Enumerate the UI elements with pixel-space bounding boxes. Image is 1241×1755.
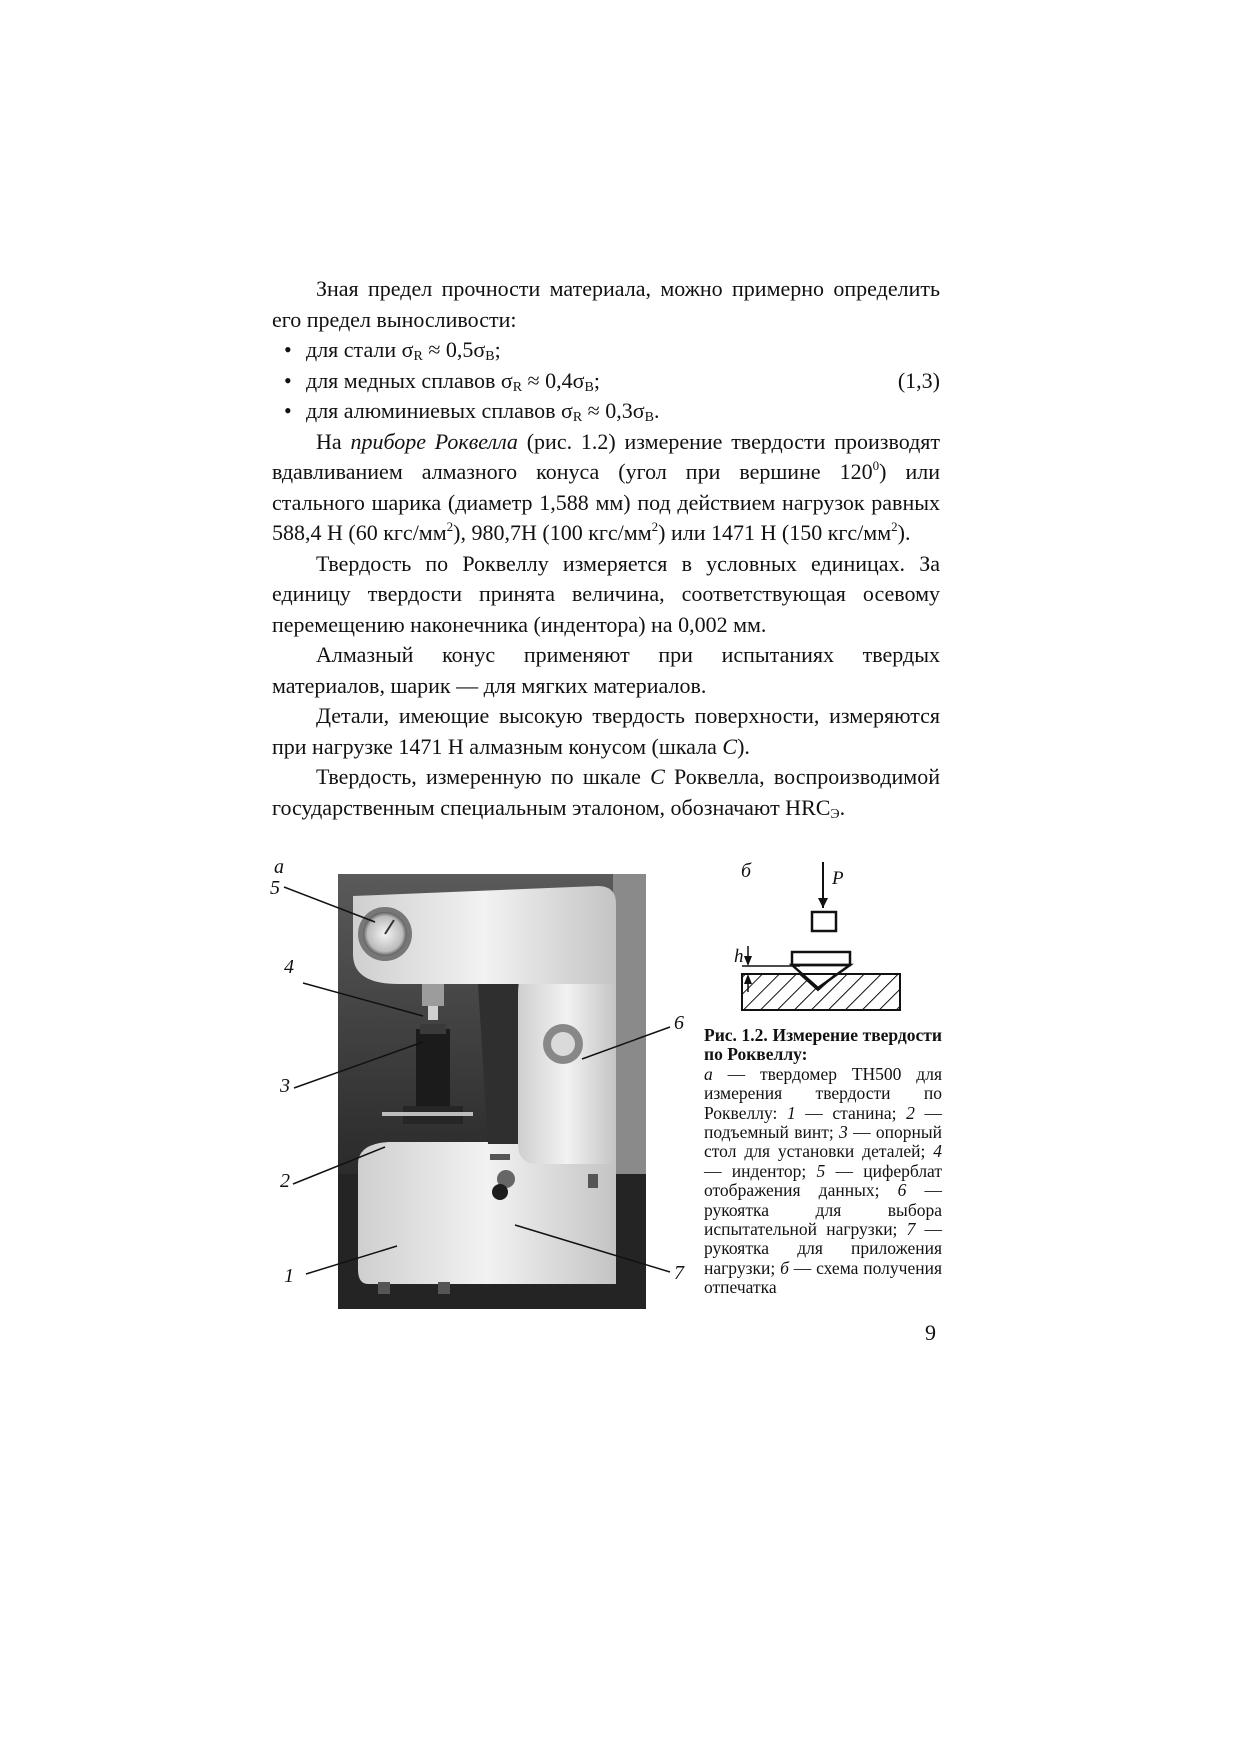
callout-5: 5 bbox=[270, 877, 280, 899]
callout-2: 2 bbox=[280, 1170, 290, 1192]
page-number: 9 bbox=[925, 1320, 936, 1345]
force-label: P bbox=[832, 868, 844, 889]
paragraph-hrc: Твердость, измеренную по шкале С Роквелла, воспроизводимой государственным специальным эталоном, обозначают $HRC_Э$. bbox=[272, 764, 940, 822]
callout-6: 6 bbox=[674, 1012, 684, 1034]
callout-3: 3 bbox=[280, 1075, 290, 1097]
bullet-icon: • bbox=[284, 398, 292, 423]
bullet-icon: • bbox=[284, 367, 292, 393]
hardness-tester-illustration bbox=[338, 874, 646, 1309]
list-item-copper: • для медных сплавов $\sigma_R \approx 0,4\sigma_B$; (1,3) bbox=[284, 367, 940, 395]
paragraph-rockwell-device: На приборе Роквелла (рис. 1.2) измерение твердости производят вдавливанием алмазного конуса (угол при вершине $120^0$) или стального шарика (диаметр 1,588 мм) под действием нагрузок равных 588,4 Н (60 кгс/$мм^2$), 980,7Н (100 кгс/$мм^2$) или 1471 Н (150 кгс/$мм^2$). bbox=[272, 428, 940, 545]
figure-label-b: б bbox=[741, 860, 752, 882]
paragraph-scale-c: Детали, имеющие высокую твердость поверхности, измеряются при нагрузке 1471 Н алмазным конусом (шкала С). bbox=[272, 703, 940, 759]
callout-7: 7 bbox=[674, 1262, 684, 1284]
bullet-icon: • bbox=[284, 337, 292, 362]
list-item-steel: • для стали $\sigma_R \approx 0,5\sigma_B$; bbox=[284, 337, 501, 364]
paragraph-units: Твердость по Роквеллу измеряется в условных единицах. За единицу твердости принята величина, соответствующая осевому перемещению наконечника (индентора) на 0,002 мм. bbox=[272, 550, 940, 637]
caption-title: Рис. 1.2. Измерение твердости по Роквеллу: bbox=[704, 1025, 942, 1065]
equation-number: (1,3) bbox=[897, 367, 940, 393]
callout-4: 4 bbox=[284, 956, 294, 978]
figure-label-a: а bbox=[274, 856, 284, 878]
list-item-aluminium: • для алюминиевых сплавов $\sigma_R \approx 0,3\sigma_B$. bbox=[284, 398, 660, 425]
hardness-tester-photo bbox=[338, 874, 646, 1309]
body-text bbox=[272, 274, 940, 823]
paragraph-cone-ball: Алмазный конус применяют при испытаниях твердых материалов, шарик — для мягких материалов. bbox=[272, 642, 940, 698]
figure-caption: Рис. 1.2. Измерение твердости по Роквеллу: а — твердомер ТН500 для измерения твердости по Роквеллу: 1 — станина; 2 — подъемный винт; 3 — опорный стол для установки деталей; 4 — индентор; 5 — циферблат отображения данных; 6 — рукоятка для выбора испытательной нагрузки; 7 — рукоятка для приложения нагрузки; б — схема получения отпечатка bbox=[704, 1025, 943, 1298]
paragraph-intro: Зная предел прочности материала, можно примерно определить его предел выносливости: bbox=[272, 276, 940, 332]
depth-label: h bbox=[734, 946, 744, 967]
callout-1: 1 bbox=[284, 1265, 294, 1287]
